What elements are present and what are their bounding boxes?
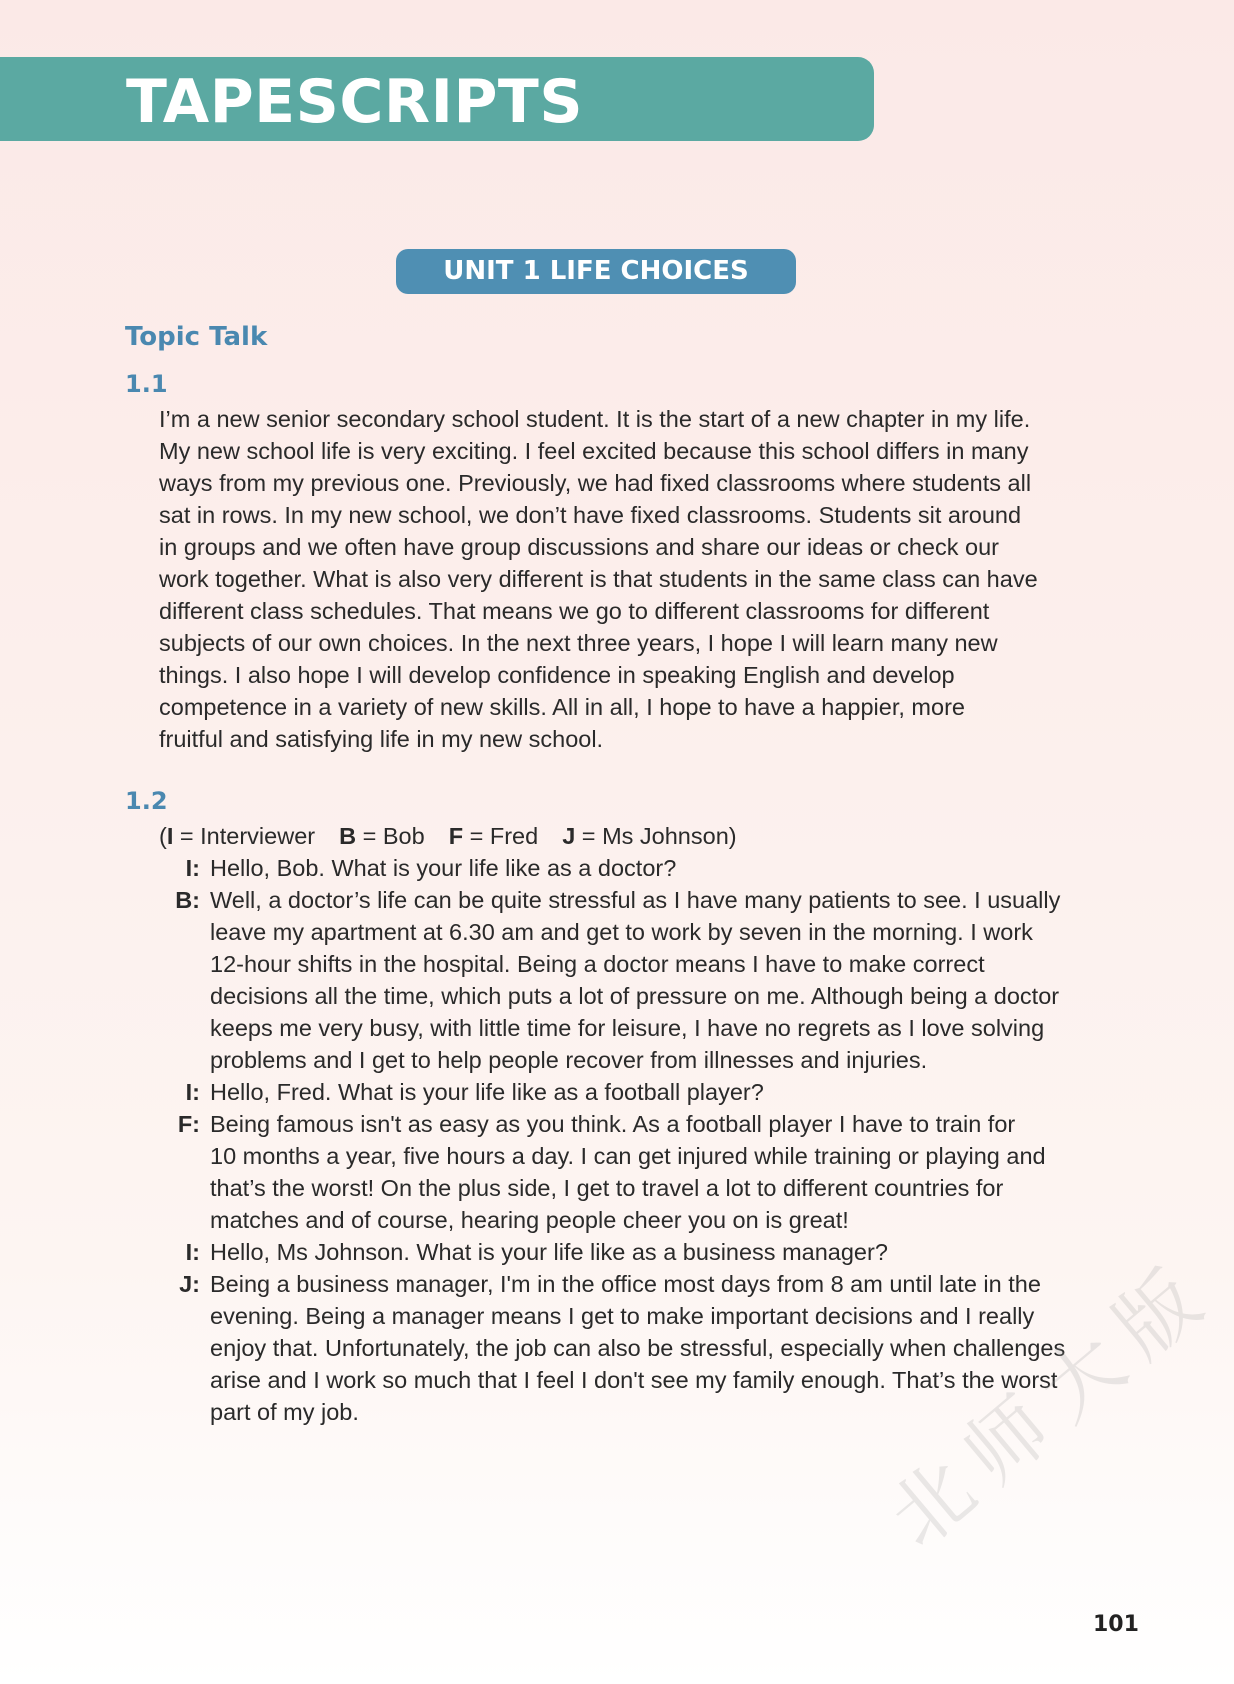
unit-heading: UNIT 1 LIFE CHOICES	[396, 249, 796, 294]
text-line: Being a business manager, I'm in the office most days from 8 am until late in the	[210, 1271, 1041, 1297]
speaker-label: I:	[185, 1239, 200, 1265]
cast-name: Interviewer	[200, 823, 316, 849]
text-line: I’m a new senior secondary school student. It is the start of a new chapter in my life.	[159, 406, 1031, 432]
text-line: things. I also hope I will develop confidence in speaking English and develop	[159, 662, 955, 688]
utterance	[210, 852, 1070, 884]
text-line: sat in rows. In my new school, we don’t have fixed classrooms. Students sit around	[159, 502, 1022, 528]
speaker-label: B:	[175, 887, 200, 913]
text-line: different class schedules. That means we go to different classrooms for different	[159, 598, 990, 624]
text-line: subjects of our own choices. In the next three years, I hope I will learn many new	[159, 630, 998, 656]
text-line: that’s the worst! On the plus side, I get to travel a lot to different countries for	[210, 1175, 1004, 1201]
cast-name: Bob	[382, 823, 425, 849]
text-line: Hello, Fred. What is your life like as a football player?	[210, 1079, 764, 1105]
text-line: arise and I work so much that I feel I don't see my family enough. That’s the worst	[210, 1367, 1058, 1393]
cast-key: B	[339, 823, 357, 849]
text-line: Hello, Ms Johnson. What is your life like as a business manager?	[210, 1239, 888, 1265]
text-line: Hello, Bob. What is your life like as a doctor?	[210, 855, 677, 881]
speaker-label: I:	[185, 855, 200, 881]
utterance	[210, 1076, 1070, 1108]
dialogue-turn	[150, 1236, 1070, 1268]
text-line: work together. What is also very different is that students in the same class can have	[159, 566, 1038, 592]
dialogue-turn	[150, 852, 1070, 884]
cast-key: J	[562, 823, 576, 849]
utterance	[210, 1108, 1070, 1236]
part-number-1-2: 1.2	[125, 787, 168, 815]
text-line: Being famous isn't as easy as you think. As a football player I have to train for	[210, 1111, 1016, 1137]
text-line: matches and of course, hearing people cheer you on is great!	[210, 1207, 849, 1233]
page-title: TAPESCRIPTS	[126, 67, 584, 137]
utterance	[210, 1236, 1070, 1268]
speaker-label: I:	[185, 1079, 200, 1105]
cast-key: F	[448, 823, 464, 849]
text-line: part of my job.	[210, 1399, 359, 1425]
text-line: 12-hour shifts in the hospital. Being a doctor means I have to make correct	[210, 951, 985, 977]
cast-list: (I = Interviewer B = Bob F = Fred J = Ms Johnson)	[159, 823, 737, 849]
utterance	[210, 884, 1070, 1076]
text-line: Well, a doctor’s life can be quite stressful as I have many patients to see. I usually	[210, 887, 1061, 913]
text-line: enjoy that. Unfortunately, the job can also be stressful, especially when challenges	[210, 1335, 1066, 1361]
text-line: My new school life is very exciting. I feel excited because this school differs in many	[159, 438, 1029, 464]
monologue-1-1	[159, 403, 1059, 755]
text-line: leave my apartment at 6.30 am and get to work by seven in the morning. I work	[210, 919, 1033, 945]
speaker-label: J:	[179, 1271, 200, 1297]
text-line: ways from my previous one. Previously, we had fixed classrooms where students all	[159, 470, 1032, 496]
cast-name: Fred	[489, 823, 539, 849]
text-line: problems and I get to help people recover from illnesses and injuries.	[210, 1047, 928, 1073]
text-line: decisions all the time, which puts a lot of pressure on me. Although being a doctor	[210, 983, 1060, 1009]
cast-key: I	[166, 823, 174, 849]
dialogue-turn	[150, 1268, 1070, 1428]
dialogue-turn	[150, 884, 1070, 1076]
text-line: keeps me very busy, with little time for leisure, I have no regrets as I love solving	[210, 1015, 1045, 1041]
utterance	[210, 1268, 1070, 1428]
dialogue-turn	[150, 1108, 1070, 1236]
speaker-label: F:	[177, 1111, 200, 1137]
section-heading: Topic Talk	[125, 322, 268, 352]
part-number-1-1: 1.1	[125, 370, 168, 398]
text-line: in groups and we often have group discussions and share our ideas or check our	[159, 534, 999, 560]
text-line: evening. Being a manager means I get to make important decisions and I really	[210, 1303, 1035, 1329]
text-line: 10 months a year, five hours a day. I can get injured while training or playing and	[210, 1143, 1046, 1169]
dialogue-1-2	[150, 852, 1070, 1428]
text-line: fruitful and satisfying life in my new school.	[159, 726, 604, 752]
text-line: competence in a variety of new skills. All in all, I hope to have a happier, more	[159, 694, 965, 720]
cast-name: Ms Johnson	[602, 823, 729, 849]
dialogue-turn	[150, 1076, 1070, 1108]
publisher-watermark: 北师大版	[871, 1241, 1232, 1566]
page-number: 101	[1093, 1612, 1139, 1637]
